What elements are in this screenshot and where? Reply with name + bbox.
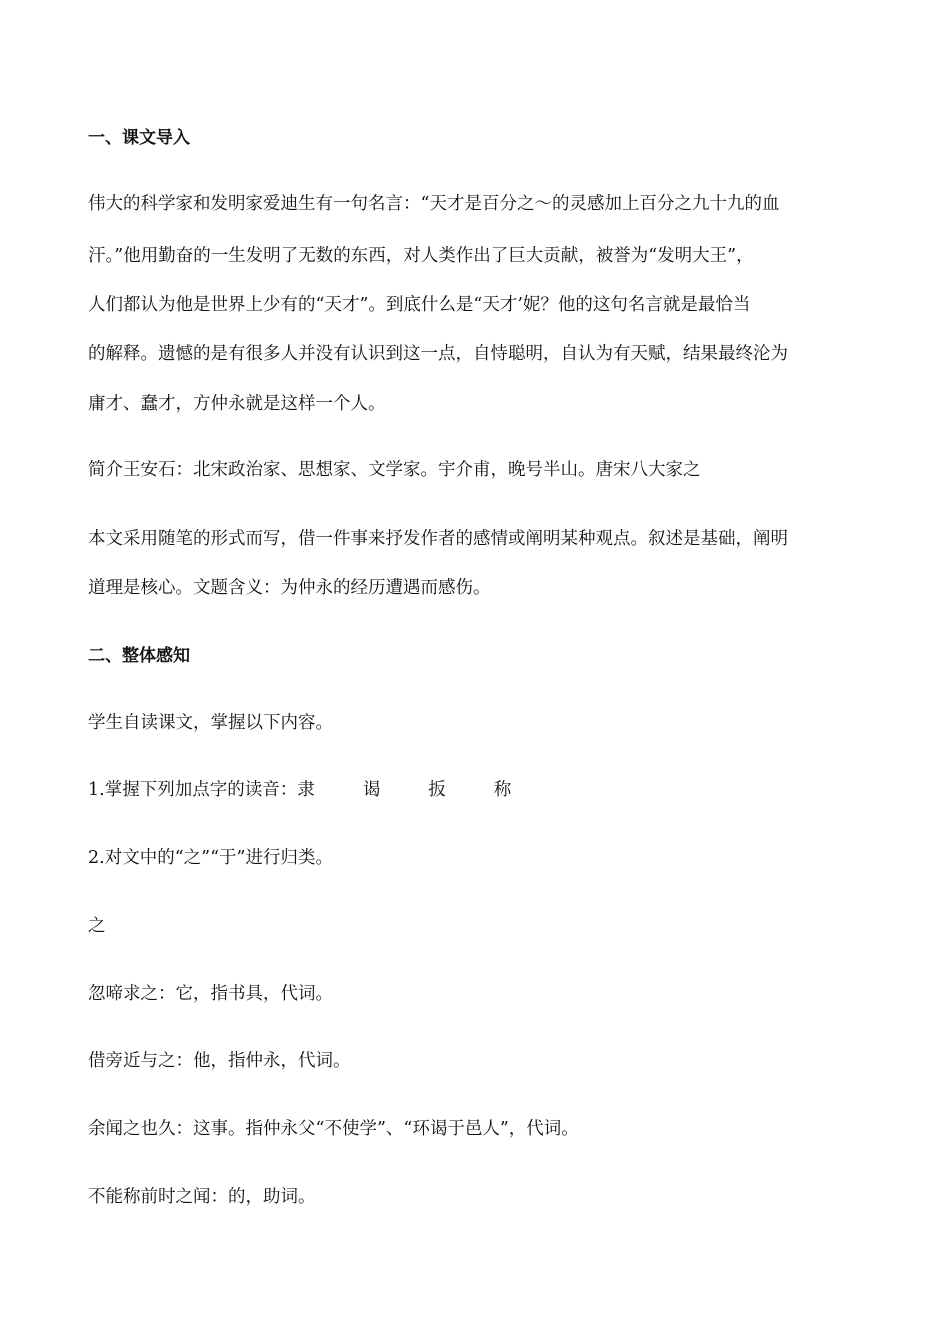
pronunciation-label: 1.掌握下列加点字的读音：	[88, 780, 298, 800]
section-heading-intro: 一、课文导入	[88, 128, 190, 148]
intro-paragraph-line-3: 人们都认为他是世界上少有的“天才”。到底什么是“天才’妮？他的这句名言就是最恰当	[88, 295, 751, 315]
section-heading-overview: 二、整体感知	[88, 646, 190, 666]
intro-paragraph-line-1: 伟大的科学家和发明家爱迪生有一句名言：“天才是百分之～的灵感加上百分之九十九的血	[88, 194, 780, 214]
pronunciation-char-2: 谒	[362, 780, 381, 800]
zhi-example-1: 忽啼求之：它，指书具，代词。	[88, 984, 333, 1004]
style-paragraph-line-2: 道理是核心。文题含义：为仲永的经历遭遇而感伤。	[88, 578, 491, 598]
zhi-example-4: 不能称前时之闻：的，助词。	[88, 1187, 316, 1207]
intro-paragraph-line-5: 庸才、蠢才，方仲永就是这样一个人。	[88, 394, 386, 414]
style-paragraph-line-1: 本文采用随笔的形式而写，借一件事来抒发作者的感情或阐明某种观点。叙述是基础，阐明	[88, 529, 788, 549]
zhi-example-3: 余闻之也久：这事。指仲永父“不使学”、“环谒于邑人”，代词。	[88, 1119, 579, 1139]
author-intro-text: 简介王安石：北宋政治家、思想家、文学家。宇介甫，晚号半山。唐宋八大家之	[88, 460, 701, 480]
pronunciation-char-3: 扳	[428, 780, 446, 800]
zhi-example-2: 借旁近与之：他，指仲永，代词。	[88, 1051, 351, 1071]
classification-item: 2.对文中的“之”“于”进行归类。	[88, 848, 333, 868]
pronunciation-item	[88, 778, 868, 802]
zhi-label: 之	[88, 916, 106, 936]
intro-paragraph-line-4: 的解释。遗憾的是有很多人并没有认识到这一点，自恃聪明，自认为有天赋，结果最终沦为	[88, 344, 788, 364]
pronunciation-char-1: 隶	[297, 780, 315, 800]
pronunciation-char-4: 称	[493, 780, 512, 800]
instruction-text: 学生自读课文，掌握以下内容。	[88, 713, 333, 733]
intro-paragraph-line-2: 汗。”他用勤奋的一生发明了无数的东西，对人类作出了巨大贡献，被誉为“发明大王”，	[88, 246, 754, 266]
